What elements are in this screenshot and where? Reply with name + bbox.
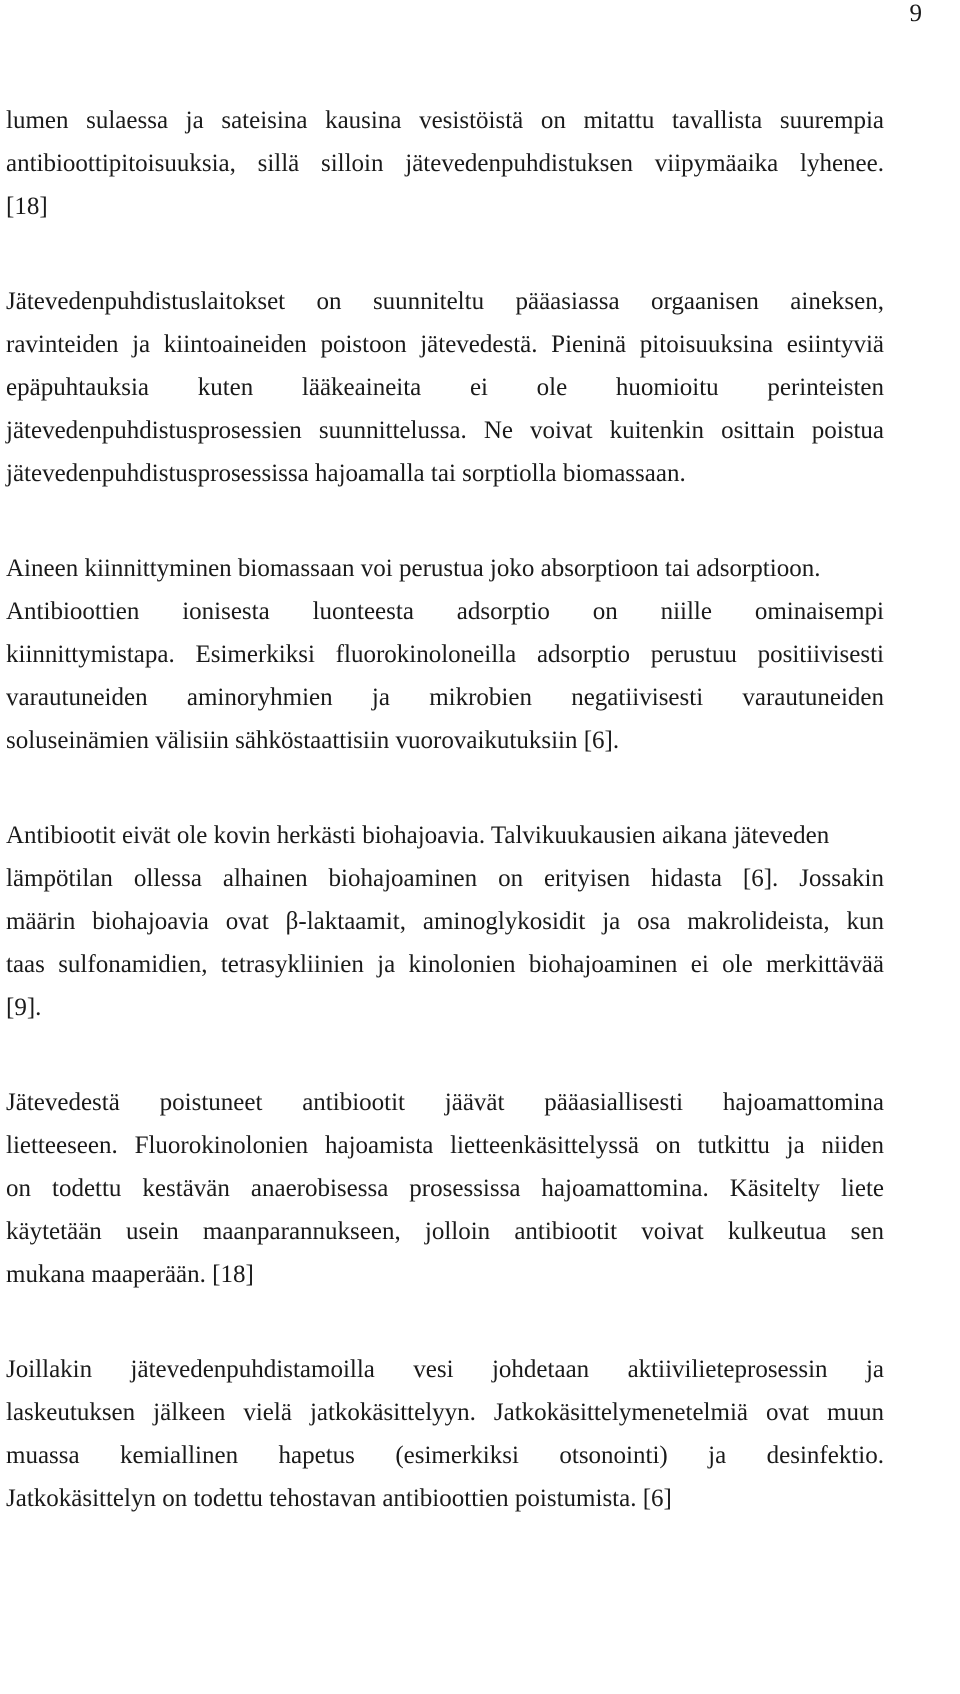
text-line: mukana maaperään. [18]: [6, 1261, 254, 1288]
text-line: muassa kemiallinen hapetus (esimerkiksi otsonointi) ja desinfektio.: [6, 1442, 884, 1469]
text-line: Jätevedestä poistuneet antibiootit jäävät pääasiallisesti hajoamattomina: [6, 1089, 884, 1116]
text-line: Antibiootit eivät ole kovin herkästi biohajoavia. Talvikuukausien aikana jäteveden: [6, 822, 830, 849]
text-line: antibioottipitoisuuksia, sillä silloin jätevedenpuhdistuksen viipymäaika lyhenee.: [6, 150, 884, 177]
text-line: lumen sulaessa ja sateisina kausina vesistöistä on mitattu tavallista suurempia: [6, 107, 884, 134]
text-line: ravinteiden ja kiintoaineiden poistoon jätevedestä. Pieninä pitoisuuksina esiintyviä: [6, 331, 884, 358]
text-line: [9].: [6, 994, 42, 1021]
text-line: jätevedenpuhdistusprosessissa hajoamalla tai sorptiolla biomassaan.: [6, 460, 686, 487]
text-line: määrin biohajoavia ovat β-laktaamit, aminoglykosidit ja osa makrolideista, kun: [6, 908, 884, 935]
text-line: Aineen kiinnittyminen biomassaan voi perustua joko absorptioon tai adsorptioon.: [6, 555, 821, 582]
text-line: Jätevedenpuhdistuslaitokset on suunniteltu pääasiassa orgaanisen aineksen,: [6, 288, 884, 315]
text-line: taas sulfonamidien, tetrasykliinien ja kinolonien biohajoaminen ei ole merkittävää: [6, 951, 884, 978]
text-line: lietteeseen. Fluorokinolonien hajoamista lietteenkäsittelyssä on tutkittu ja niiden: [6, 1132, 884, 1159]
text-line: Jatkokäsittelyn on todettu tehostavan antibioottien poistumista. [6]: [6, 1485, 672, 1512]
text-line: kiinnittymistapa. Esimerkiksi fluorokinoloneilla adsorptio perustuu positiivisesti: [6, 641, 884, 668]
text-line: jätevedenpuhdistusprosessien suunnittelussa. Ne voivat kuitenkin osittain poistua: [6, 417, 884, 444]
text-line: Antibioottien ionisesta luonteesta adsorptio on niille ominaisempi: [6, 598, 884, 625]
text-line: Joillakin jätevedenpuhdistamoilla vesi johdetaan aktiivilieteprosessin ja: [6, 1356, 884, 1383]
text-line: soluseinämien välisiin sähköstaattisiin vuorovaikutuksiin [6].: [6, 727, 620, 754]
text-line: varautuneiden aminoryhmien ja mikrobien negatiivisesti varautuneiden: [6, 684, 884, 711]
text-line: epäpuhtauksia kuten lääkeaineita ei ole huomioitu perinteisten: [6, 374, 884, 401]
page-number: 9: [909, 0, 922, 27]
text-line: [18]: [6, 193, 48, 220]
text-line: laskeutuksen jälkeen vielä jatkokäsittelyyn. Jatkokäsittelymenetelmiä ovat muun: [6, 1399, 884, 1426]
text-line: käytetään usein maanparannukseen, jolloin antibiootit voivat kulkeutua sen: [6, 1218, 884, 1245]
text-line: on todettu kestävän anaerobisessa prosessissa hajoamattomina. Käsitelty liete: [6, 1175, 884, 1202]
text-line: lämpötilan ollessa alhainen biohajoaminen on erityisen hidasta [6]. Jossakin: [6, 865, 884, 892]
